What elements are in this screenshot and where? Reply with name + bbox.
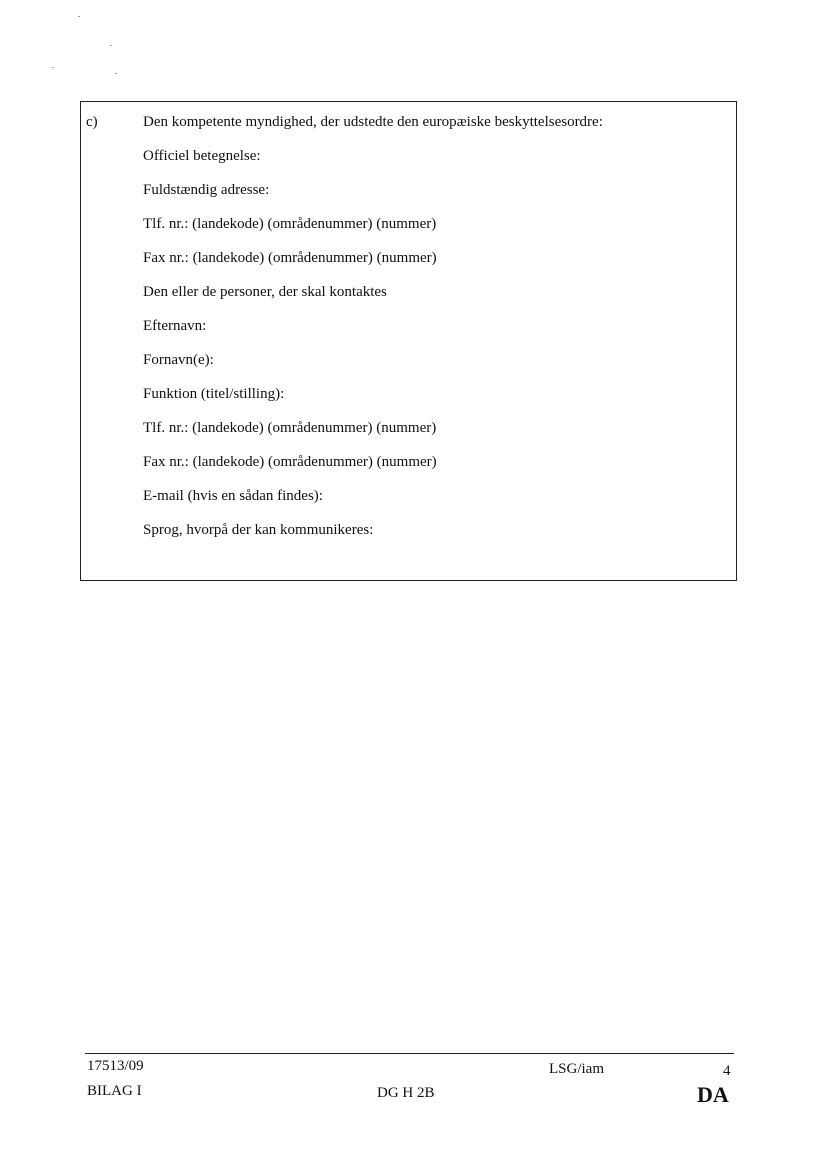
full-address-label: Fuldstændig adresse: xyxy=(143,182,270,198)
official-name-label: Officiel betegnelse: xyxy=(143,148,261,164)
doc-number: 17513/09 xyxy=(87,1058,144,1074)
scan-speck xyxy=(115,73,117,74)
scan-speck xyxy=(52,67,54,68)
directorate-code: DG H 2B xyxy=(377,1085,435,1101)
surname-label: Efternavn: xyxy=(143,318,207,334)
contact-persons-label: Den eller de personer, der skal kontaktes xyxy=(143,284,387,300)
contact-fax-label: Fax nr.: (landekode) (områdenummer) (nummer) xyxy=(143,454,437,470)
scan-speck xyxy=(78,16,80,17)
first-names-label: Fornavn(e): xyxy=(143,352,214,368)
authority-heading: Den kompetente myndighed, der udstedte den europæiske beskyttelsesordre: xyxy=(143,114,603,130)
section-letter: c) xyxy=(86,114,98,130)
form-section-box xyxy=(80,101,737,581)
annex-label: BILAG I xyxy=(87,1083,142,1099)
phone-label: Tlf. nr.: (landekode) (områdenummer) (nummer) xyxy=(143,216,437,232)
footer-rule xyxy=(85,1053,734,1054)
page-number: 4 xyxy=(723,1063,731,1079)
function-label: Funktion (titel/stilling): xyxy=(143,386,285,402)
languages-label: Sprog, hvorpå der kan kommunikeres: xyxy=(143,522,374,538)
email-label: E-mail (hvis en sådan findes): xyxy=(143,488,323,504)
author-initials: LSG/iam xyxy=(549,1061,604,1077)
language-code: DA xyxy=(697,1082,729,1107)
scan-speck xyxy=(110,45,112,46)
contact-phone-label: Tlf. nr.: (landekode) (områdenummer) (nummer) xyxy=(143,420,437,436)
fax-label: Fax nr.: (landekode) (områdenummer) (nummer) xyxy=(143,250,437,266)
